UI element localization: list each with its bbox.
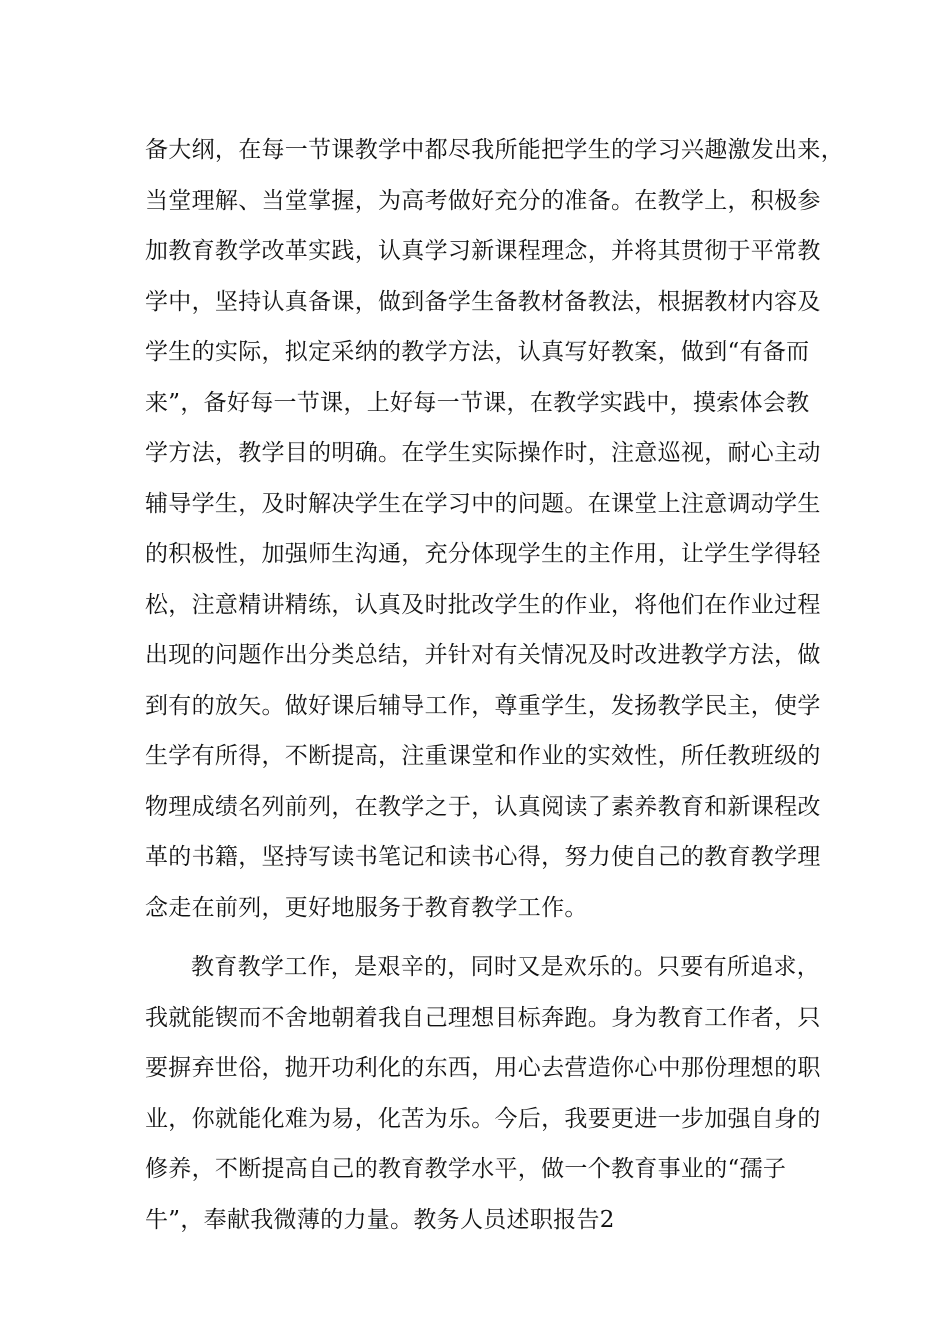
text-line: 要摒弃世俗，抛开功利化的东西，用心去营造你心中那份理想的职: [145, 1055, 821, 1081]
text-line: 来”，备好每一节课，上好每一节课，在教学实践中，摸索体会教: [145, 390, 810, 416]
text-line: 物理成绩名列前列，在教学之于，认真阅读了素养教育和新课程改: [145, 794, 821, 820]
text-line: 生学有所得，不断提高，注重课堂和作业的实效性，所任教班级的: [145, 743, 821, 769]
text-line: 到有的放矢。做好课后辅导工作，尊重学生，发扬教学民主，使学: [145, 693, 821, 719]
text-line: 学中，坚持认真备课，做到备学生备教材备教法，根据教材内容及: [145, 289, 821, 315]
text-line: 牛”，奉献我微薄的力量。教务人员述职报告2: [145, 1207, 615, 1233]
text-line: 我就能锲而不舍地朝着我自己理想目标奔跑。身为教育工作者，只: [145, 1005, 821, 1031]
text-line: 业，你就能化难为易，化苦为乐。今后，我要更进一步加强自身的: [145, 1106, 821, 1132]
text-line: 备大纲，在每一节课教学中都尽我所能把学生的学习兴趣激发出来，: [145, 137, 844, 163]
text-line: 加教育教学改革实践，认真学习新课程理念，并将其贯彻于平常教: [145, 238, 821, 264]
text-line: 的积极性，加强师生沟通，充分体现学生的主作用，让学生学得轻: [145, 541, 821, 567]
text-line: 念走在前列，更好地服务于教育教学工作。: [145, 895, 588, 921]
text-line: 当堂理解、当堂掌握，为高考做好充分的准备。在教学上，积极参: [145, 188, 821, 214]
text-line: 学方法，教学目的明确。在学生实际操作时，注意巡视，耐心主动: [145, 440, 821, 466]
text-line: 出现的问题作出分类总结，并针对有关情况及时改进教学方法，做: [145, 642, 821, 668]
text-line: 学生的实际，拟定采纳的教学方法，认真写好教案，做到“有备而: [145, 339, 810, 365]
text-line: 教育教学工作，是艰辛的，同时又是欢乐的。只要有所追求，: [191, 954, 821, 980]
text-line: 修养，不断提高自己的教育教学水平，做一个教育事业的“孺子: [145, 1156, 787, 1182]
text-line: 辅导学生，及时解决学生在学习中的问题。在课堂上注意调动学生: [145, 491, 821, 517]
text-line: 革的书籍，坚持写读书笔记和读书心得，努力使自己的教育教学理: [145, 844, 821, 870]
text-line: 松，注意精讲精练，认真及时批改学生的作业，将他们在作业过程: [145, 592, 821, 618]
